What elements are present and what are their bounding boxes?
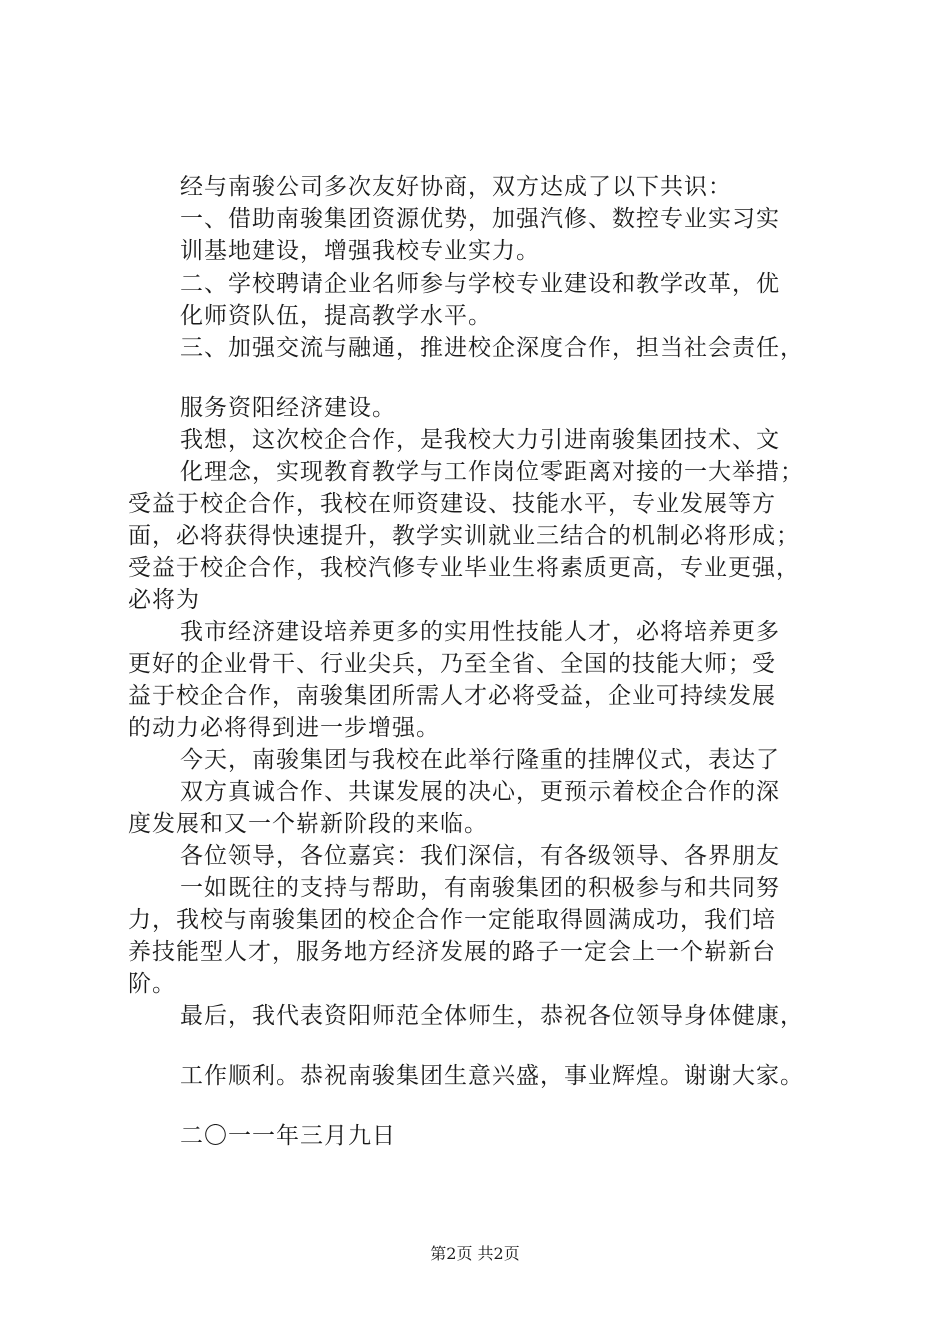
text-line: 我市经济建设培养更多的实用性技能人才，必将培养更多 bbox=[180, 619, 780, 645]
text-line: 工作顺利。恭祝南骏集团生意兴盛，事业辉煌。谢谢大家。 bbox=[180, 1063, 804, 1089]
page-number-footer: 第2页 共2页 bbox=[430, 1244, 520, 1263]
text-line: 双方真诚合作、共谋发展的决心，更预示着校企合作的深 bbox=[180, 779, 780, 805]
text-line: 我想，这次校企合作，是我校大力引进南骏集团技术、文 bbox=[180, 427, 780, 453]
text-line: 三、加强交流与融通，推进校企深度合作，担当社会责任， bbox=[180, 335, 804, 361]
text-line: 各位领导，各位嘉宾：我们深信，有各级领导、各界朋友 bbox=[180, 843, 780, 869]
date-line: 二〇一一年三月九日 bbox=[180, 1123, 396, 1149]
text-line: 面，必将获得快速提升，教学实训就业三结合的机制必将形成； bbox=[128, 523, 800, 549]
text-line: 度发展和又一个崭新阶段的来临。 bbox=[128, 811, 488, 837]
text-line: 养技能型人才，服务地方经济发展的路子一定会上一个崭新台 bbox=[128, 939, 776, 965]
text-line: 必将为 bbox=[128, 587, 200, 613]
text-line: 一如既往的支持与帮助，有南骏集团的积极参与和共同努 bbox=[180, 875, 780, 901]
text-line: 的动力必将得到进一步增强。 bbox=[128, 715, 440, 741]
text-line: 化理念，实现教育教学与工作岗位零距离对接的一大举措； bbox=[180, 459, 804, 485]
text-line: 今天，南骏集团与我校在此举行隆重的挂牌仪式，表达了 bbox=[180, 747, 780, 773]
text-line: 受益于校企合作，我校在师资建设、技能水平，专业发展等方 bbox=[128, 491, 776, 517]
text-line: 二、学校聘请企业名师参与学校专业建设和教学改革，优 bbox=[180, 271, 780, 297]
text-line: 化师资队伍，提高教学水平。 bbox=[180, 303, 492, 329]
text-line: 益于校企合作，南骏集团所需人才必将受益，企业可持续发展 bbox=[128, 683, 776, 709]
text-line: 一、借助南骏集团资源优势，加强汽修、数控专业实习实 bbox=[180, 206, 780, 232]
text-line: 更好的企业骨干、行业尖兵，乃至全省、全国的技能大师；受 bbox=[128, 651, 776, 677]
text-line: 力，我校与南骏集团的校企合作一定能取得圆满成功，我们培 bbox=[128, 907, 776, 933]
text-line: 训基地建设，增强我校专业实力。 bbox=[180, 238, 540, 264]
text-line: 经与南骏公司多次友好协商，双方达成了以下共识： bbox=[180, 174, 732, 200]
text-line: 服务资阳经济建设。 bbox=[180, 395, 396, 421]
text-line: 受益于校企合作，我校汽修专业毕业生将素质更高，专业更强， bbox=[128, 555, 800, 581]
text-line: 阶。 bbox=[128, 971, 176, 997]
text-line: 最后，我代表资阳师范全体师生，恭祝各位领导身体健康， bbox=[180, 1003, 804, 1029]
